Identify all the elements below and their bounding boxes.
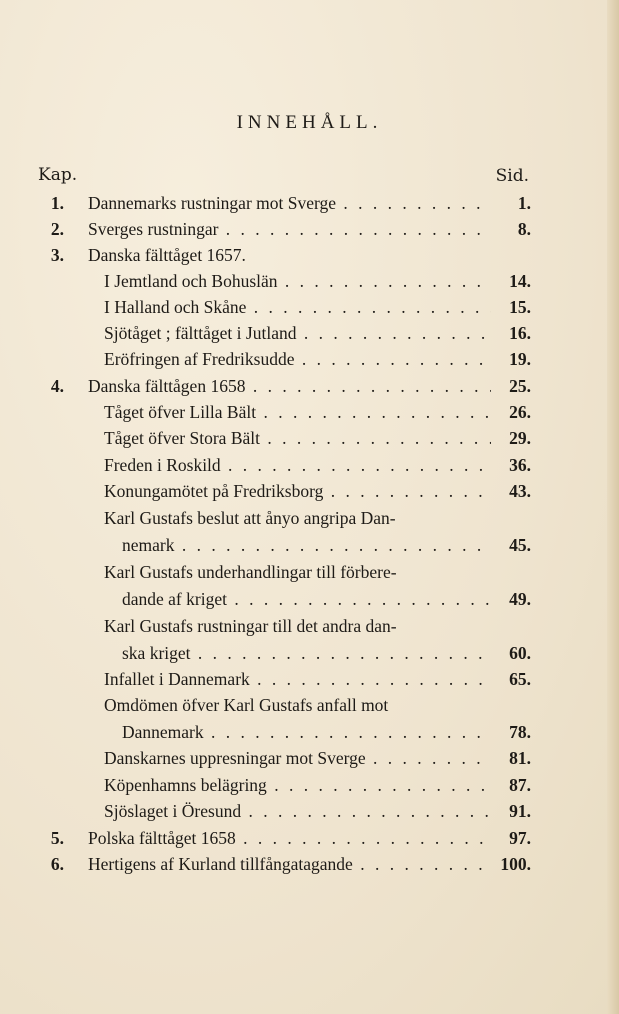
page-number: 8. [517, 219, 531, 239]
entry-title: Sjötåget ; fälttåget i Jutland . . . [104, 320, 491, 346]
toc-entry [0, 478, 619, 504]
entry-title: Sjöslaget i Öresund . . . [104, 798, 491, 824]
page-number: 91. [509, 801, 531, 821]
chapter-number: 5. [50, 828, 64, 848]
page-number: 60. [509, 643, 531, 663]
chapter-number: 3. [50, 245, 64, 265]
entry-title: Danska fälttåget 1657. [88, 245, 246, 265]
page-number: 97. [509, 828, 531, 848]
toc-entry [0, 798, 619, 824]
page-title: INNEHÅLL. [236, 112, 383, 133]
entry-title: Eröfringen af Fredriksudde . . . [104, 346, 491, 372]
entry-title: Danskarnes uppresningar mot Sverge . . . [104, 745, 491, 771]
chapter-number: 1. [50, 193, 64, 213]
entry-title: Karl Gustafs underhandlingar till förbere- [104, 562, 397, 582]
toc-entry [0, 851, 619, 877]
page-number: 25. [509, 376, 531, 396]
page-number: 15. [509, 297, 531, 317]
page-number: 45. [509, 535, 531, 555]
page-number: 1. [517, 193, 531, 213]
toc-entry [0, 692, 619, 718]
entry-title: Konungamötet på Fredriksborg . . . [104, 478, 491, 504]
toc-entry [0, 452, 619, 478]
entry-title: nemark . . . [122, 532, 491, 558]
entry-title: Infallet i Dannemark . . . [104, 666, 491, 692]
entry-title: Danska fälttågen 1658 . . . [88, 373, 491, 399]
toc-entry [0, 825, 619, 851]
entry-title: Dannemarks rustningar mot Sverge . . . [88, 190, 491, 216]
chapter-number: 4. [50, 376, 64, 396]
entry-title: Freden i Roskild . . . [104, 452, 491, 478]
page-number: 49. [509, 589, 531, 609]
entry-title: Sverges rustningar . . . [88, 216, 491, 242]
page-number: 78. [509, 722, 531, 742]
page-number: 81. [509, 748, 531, 768]
toc-entry [0, 505, 619, 531]
toc-entry [0, 346, 619, 372]
toc-entry [0, 772, 619, 798]
toc-entry [0, 640, 619, 666]
toc-entry [0, 559, 619, 585]
entry-title: ska kriget . . . [122, 640, 491, 666]
chapter-number: 2. [50, 219, 64, 239]
toc-entry [0, 373, 619, 399]
toc-entry [0, 294, 619, 320]
page-number: 43. [509, 481, 531, 501]
page-number: 19. [509, 349, 531, 369]
page-column-header: Sid. [495, 166, 529, 186]
toc-entry [0, 216, 619, 242]
entry-title: Karl Gustafs rustningar till det andra dan- [104, 616, 397, 636]
entry-title: Tåget öfver Stora Bält . . . [104, 425, 491, 451]
page-number: 14. [509, 271, 531, 291]
toc-entry [0, 425, 619, 451]
toc-entry [0, 399, 619, 425]
entry-title: Polska fälttåget 1658 . . . [88, 825, 491, 851]
page-number: 87. [509, 775, 531, 795]
entry-title: Köpenhamns belägring . . . [104, 772, 491, 798]
entry-title: Karl Gustafs beslut att ånyo angripa Dan- [104, 508, 396, 528]
toc-entry [0, 666, 619, 692]
page-number: 36. [509, 455, 531, 475]
toc-entry [0, 242, 619, 268]
entry-title: I Jemtland och Bohuslän . . . [104, 268, 491, 294]
page-number: 16. [509, 323, 531, 343]
entry-title: dande af kriget . . . [122, 586, 491, 612]
entry-title: Hertigens af Kurland tillfångatagande . . . [88, 851, 491, 877]
toc-entry [0, 613, 619, 639]
chapter-column-header: Kap. [38, 165, 78, 185]
entry-title: Omdömen öfver Karl Gustafs anfall mot [104, 695, 389, 715]
toc-entry [0, 745, 619, 771]
toc-entry [0, 586, 619, 612]
entry-title: I Halland och Skåne . . . [104, 294, 491, 320]
chapter-number: 6. [50, 854, 64, 874]
page-number: 29. [509, 428, 531, 448]
page-number: 65. [509, 669, 531, 689]
toc-entry [0, 268, 619, 294]
toc-entry [0, 190, 619, 216]
toc-entry [0, 719, 619, 745]
toc-entry [0, 320, 619, 346]
page-number: 26. [509, 402, 531, 422]
entry-title: Dannemark . . . [122, 719, 491, 745]
page-number: 100. [500, 854, 531, 874]
entry-title: Tåget öfver Lilla Bält . . . [104, 399, 491, 425]
toc-entry [0, 532, 619, 558]
